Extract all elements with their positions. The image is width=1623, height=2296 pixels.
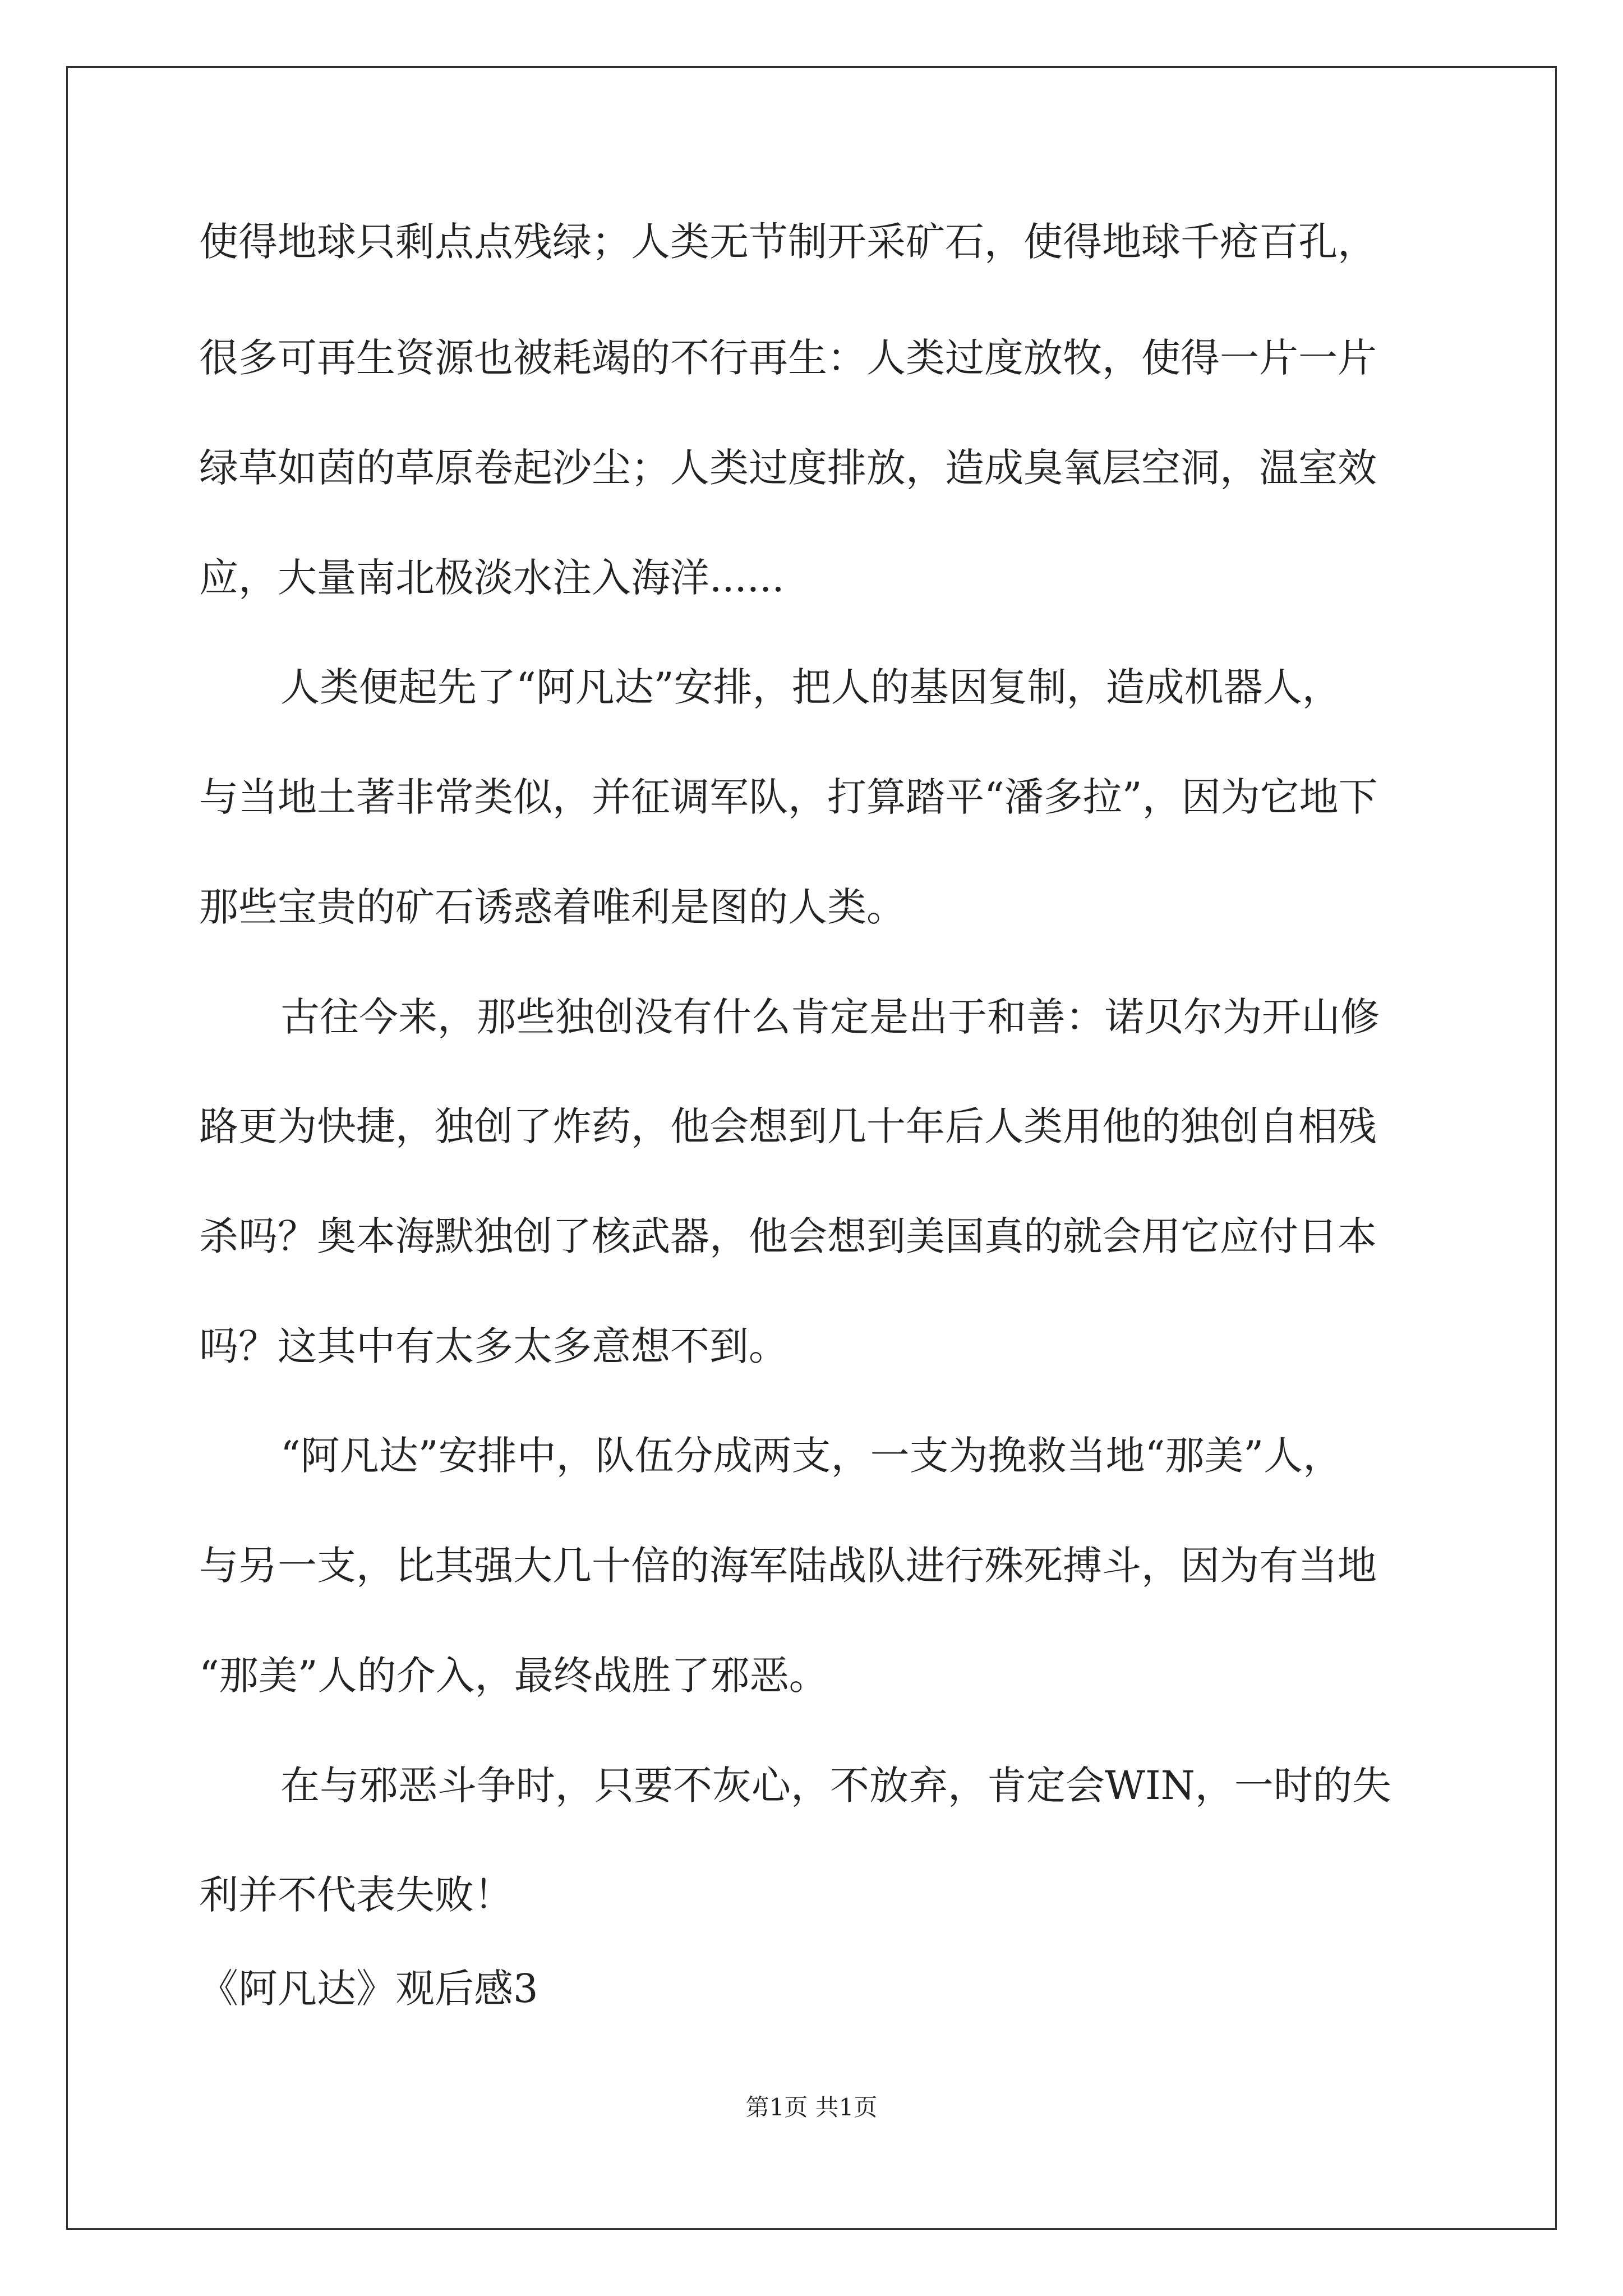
text-line: 很多可再生资源也被耗竭的不行再生：人类过度放牧，使得一片一片 <box>199 335 1377 381</box>
section-heading: 《阿凡达》观后感3 <box>199 1966 538 2012</box>
text-line: 应，大量南北极淡水注入海洋...... <box>199 555 785 601</box>
paragraph-start-line: 古往今来，那些独创没有什么肯定是出于和善：诺贝尔为开山修 <box>280 994 1380 1040</box>
paragraph-start-line: 人类便起先了“阿凡达”安排，把人的基因复制，造成机器人， <box>280 664 1341 710</box>
text-line: “那美”人的介入，最终战胜了邪恶。 <box>199 1653 828 1699</box>
page-footer: 第1页 共1页 <box>745 2093 878 2121</box>
text-line: 与另一支，比其强大几十倍的海军陆战队进行殊死搏斗，因为有当地 <box>199 1543 1377 1589</box>
text-line: 杀吗？奥本海默独创了核武器，他会想到美国真的就会用它应付日本 <box>199 1213 1377 1259</box>
text-line: 吗？这其中有太多太多意想不到。 <box>199 1323 788 1369</box>
text-line: 使得地球只剩点点残绿；人类无节制开采矿石，使得地球千疮百孔， <box>199 219 1377 265</box>
text-line: 那些宝贵的矿石诱惑着唯利是图的人类。 <box>199 884 906 930</box>
text-line: 绿草如茵的草原卷起沙尘；人类过度排放，造成臭氧层空洞，温室效 <box>199 445 1377 491</box>
paragraph-start-line: 在与邪恶斗争时，只要不灰心，不放弃，肯定会WIN，一时的失 <box>280 1763 1391 1809</box>
text-line: 与当地土著非常类似，并征调军队，打算踏平“潘多拉”，因为它地下 <box>199 774 1378 820</box>
paragraph-start-line: “阿凡达”安排中，队伍分成两支，一支为挽救当地“那美”人， <box>280 1433 1343 1479</box>
text-line: 利并不代表失败！ <box>199 1872 513 1918</box>
text-line: 路更为快捷，独创了炸药，他会想到几十年后人类用他的独创自相残 <box>199 1103 1377 1149</box>
